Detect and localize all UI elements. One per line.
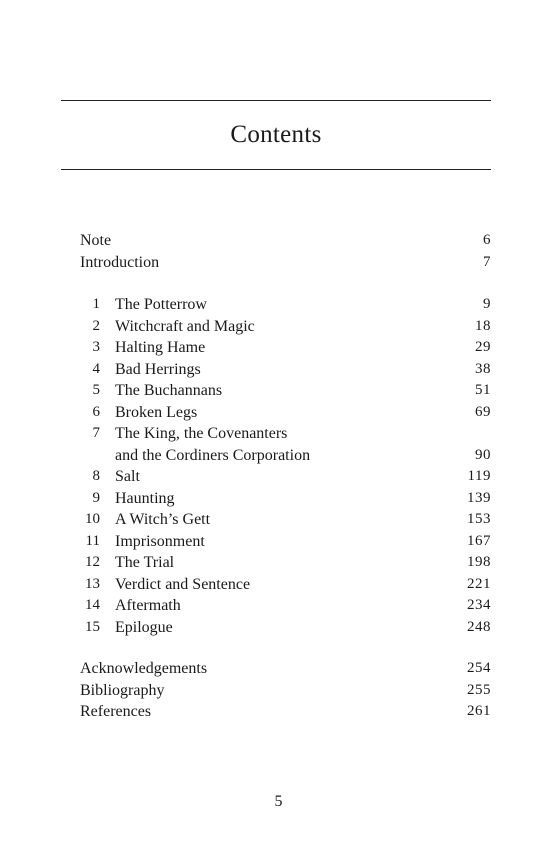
chapter-page: 38 xyxy=(475,360,491,377)
toc-chapter xyxy=(80,488,491,510)
chapter-page: 69 xyxy=(475,403,491,420)
entry-label: Acknowledgements xyxy=(80,660,208,677)
chapter-number: 5 xyxy=(92,382,100,398)
toc-chapter xyxy=(80,359,491,381)
chapter-number: 8 xyxy=(92,468,100,484)
chapter-number: 14 xyxy=(85,597,100,613)
toc-chapter xyxy=(80,466,491,488)
chapter-title-line2: and the Cordiners Corporation xyxy=(115,446,311,464)
entry-page: 254 xyxy=(467,660,491,676)
chapter-page: 167 xyxy=(467,532,491,549)
chapter-page: 221 xyxy=(467,575,491,592)
toc-chapter xyxy=(80,617,491,639)
entry-page: 255 xyxy=(467,681,491,698)
chapter-page: 29 xyxy=(475,339,491,355)
chapter-title: Verdict and Sentence xyxy=(115,575,251,593)
chapter-page: 119 xyxy=(467,468,491,484)
chapter-number: 7 xyxy=(92,425,100,441)
table-of-contents xyxy=(80,230,491,723)
chapter-page: 139 xyxy=(467,489,491,506)
chapter-page: 90 xyxy=(475,446,491,463)
chapter-page: 9 xyxy=(483,296,491,312)
chapter-page: 18 xyxy=(475,317,491,334)
chapter-number: 2 xyxy=(92,317,100,334)
chapter-title: Aftermath xyxy=(115,597,181,614)
chapter-title: The Buchannans xyxy=(115,382,223,399)
entry-label: Bibliography xyxy=(80,681,165,699)
chapter-title: A Witch’s Gett xyxy=(115,511,211,528)
chapter-page: 51 xyxy=(475,382,491,398)
entry-page: 261 xyxy=(467,703,491,719)
chapter-number: 1 xyxy=(92,296,100,312)
toc-chapter xyxy=(80,294,491,316)
toc-chapter xyxy=(80,595,491,617)
toc-entry-bibliography xyxy=(80,680,491,702)
entry-page: 7 xyxy=(483,253,491,270)
chapter-title: Witchcraft and Magic xyxy=(115,317,255,335)
chapter-title: The Potterrow xyxy=(115,296,207,313)
chapter-number: 12 xyxy=(85,554,100,570)
chapter-title: Bad Herrings xyxy=(115,360,201,378)
chapter-number: 15 xyxy=(85,618,100,635)
toc-chapter xyxy=(80,531,491,553)
chapter-title: Epilogue xyxy=(115,618,173,636)
page-title: Contents xyxy=(230,121,322,148)
toc-entry-references xyxy=(80,701,491,723)
chapter-title: Halting Hame xyxy=(115,339,206,356)
toc-chapter xyxy=(80,574,491,596)
chapter-number: 4 xyxy=(92,360,100,377)
chapter-title: Salt xyxy=(115,468,140,485)
page-number: 5 xyxy=(274,793,283,810)
chapter-title: Broken Legs xyxy=(115,403,198,421)
spacer xyxy=(80,638,491,658)
chapter-page: 248 xyxy=(467,618,491,635)
spacer xyxy=(80,273,491,294)
chapter-title: Imprisonment xyxy=(115,532,205,550)
entry-label: Introduction xyxy=(80,253,160,271)
chapter-title: The King, the Covenanters xyxy=(115,425,288,442)
entry-label: References xyxy=(80,703,152,720)
top-rule xyxy=(61,100,491,101)
bottom-rule xyxy=(61,169,491,170)
chapter-title: The Trial xyxy=(115,554,175,571)
toc-chapter xyxy=(80,509,491,531)
toc-entry-introduction xyxy=(80,252,491,274)
toc-chapter-continued xyxy=(80,445,491,467)
chapter-page: 153 xyxy=(467,511,491,527)
toc-chapter xyxy=(80,316,491,338)
chapter-page: 198 xyxy=(467,554,491,570)
chapter-title: Haunting xyxy=(115,489,175,507)
chapter-number: 9 xyxy=(92,489,100,506)
toc-chapter xyxy=(80,337,491,359)
toc-entry-note xyxy=(80,230,491,252)
entry-page: 6 xyxy=(483,232,491,248)
toc-chapter xyxy=(80,402,491,424)
chapter-number: 13 xyxy=(85,575,100,592)
toc-chapter xyxy=(80,552,491,574)
chapter-number: 6 xyxy=(92,403,100,420)
chapter-page: 234 xyxy=(467,597,491,613)
chapter-number: 11 xyxy=(85,532,100,549)
toc-chapter xyxy=(80,380,491,402)
toc-chapter xyxy=(80,423,491,445)
toc-entry-acknowledgements xyxy=(80,658,491,680)
chapter-number: 3 xyxy=(92,339,100,355)
chapter-number: 10 xyxy=(85,511,100,527)
entry-label: Note xyxy=(80,232,112,249)
